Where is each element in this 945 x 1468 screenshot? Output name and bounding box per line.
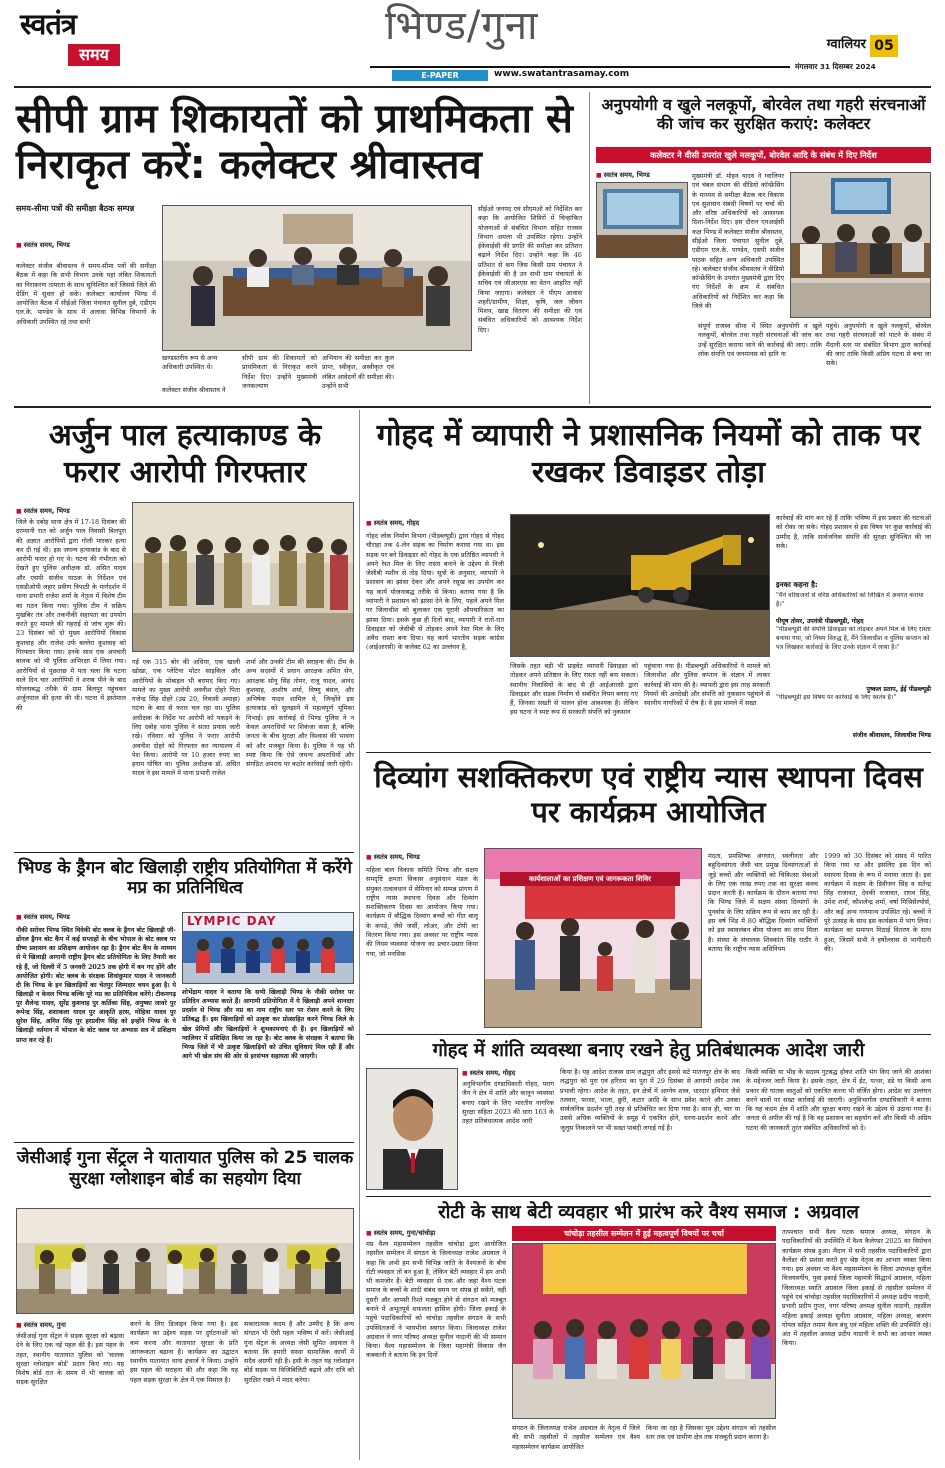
meeting-photo-graphic bbox=[163, 206, 472, 351]
vertical-rule-top bbox=[589, 92, 590, 404]
epaper-tag bbox=[392, 70, 488, 81]
story1-col2: खण्डस्तरीय रूप से अन्य अधिकारी उपस्थित थे। bbox=[162, 354, 218, 371]
story9-col1: मप्र वैश्य महासम्मेलन तहसील चांचोड़ा द्वारा आयोजित तहसील सम्मेलन में संगठन के जिलाध्यक्ष राजेश अग्रवाल ने कहा कि अभी हम सभी विभिन्न जाति के वैश्यजनों के बीच रोटी व्यवहार तो बन हुआ है, लेकिन बेटी व्यवहार में हम अभी भी कमजोर हैं। बेटी व्यवहार से एक और जहां वैश्य घटक समाज के बच्चों के शादी संबंध समय पर संपन्न हो सकेंगे, वहीं दूसरी और आपसी रिश्ते मजबूत होने से संगठन को मजबूत बनाने में अभूतपूर्व सफलता हासिल होगी। जिला इकाई के पहुंचे पदाधिकारियों को चांचोड़ा तहसील संगठन के सभी उपस्थितजनों ने भावभीना स्वागत किया। जिलाध्यक्ष राजेश अग्रवाल ने नगर परिषद अध्यक्ष सुनील नादानी की भी सम्मान किया। वैश्य महासम्मेलन के जिला महामंत्री विकास जैन कक्कानी ने बताया कि इन दिनों bbox=[366, 1240, 506, 1360]
story3-col3: शर्मा और उनकी टीम की सराहना की। टीम के अन्य सदस्यों में प्रधान आरक्षक अमित सेन, आरक्षक सोनू सिंह तोमर, राजू यादव, आनंद कुशवाह, आशीष शर्मा, विष्णु बंसल, और अभिषेक यादव शामिल थे, जिन्होंने इस हत्याकांड को सुलझाने में महत्वपूर्ण भूमिका निभाई। इस कार्रवाई से भिण्ड पुलिस ने न केवल अपराधियों पर शिकंजा कसा है, बल्कि जनता के बीच सुरक्षा और विश्वास की भावना को और मजबूत किया है। पुलिस ने यह भी स्पष्ट किया कि ऐसे जघन्य अपराधियों और संगठित अपराध पर कठोर कार्रवाई जारी रहेगी। bbox=[246, 658, 354, 769]
story1-photo-meeting bbox=[162, 205, 472, 351]
story1-col4: अभियान की समीक्षा कर कुल प्राप्त, स्वीकृत, अस्वीकृत एवं लंबित आवेदनों की समीक्षा की। उन्होंने सभी bbox=[322, 354, 394, 390]
story1-col1: कलेक्टर संजीव श्रीवास्तव ने समय-सीमा पत्रों की समीक्षा बैठक में कहा कि सभी विभाग उनके यहां लंबित शिकायतों का निराकरण तत्परता के साथ सुनिश्चित करें जिससे जिले की ग्रेडिंग में सुधार हो सके। कलेक्टर कार्यालय भिण्ड में आयोजित बैठक में सीईओ जिला पंचायत सुनील दुबे, एडीएम एल.के. पाण्डेय के साथ में अलावा विभिन्न विभागों के अधिकारी उपस्थित रहे तथा सभी bbox=[16, 262, 156, 326]
logo-bottom-box bbox=[68, 44, 120, 66]
section-rule-1 bbox=[14, 406, 931, 408]
section-rule-4 bbox=[366, 1196, 931, 1197]
story8-col1: अनुविभागीय दण्डाधिकारी गोहद, पराग जैन ने क्षेत्र में शांति और कानून व्यवस्था बनाए रखने के लिए भारतीय नागरिक सुरक्षा संहिता 2023 की धारा 163 के तहत प्रतिबंधात्मक आदेश जारी bbox=[462, 1080, 554, 1126]
story8-photo-portrait bbox=[366, 1068, 458, 1190]
sammelan-photo-graphic bbox=[513, 1244, 776, 1419]
story5-headline: दिव्यांग सशक्तिकरण एवं राष्ट्रीय न्यास स्थापना दिवस पर कार्यक्रम आयोजित bbox=[374, 760, 923, 830]
story7-headline: जेसीआई गुना सेंट्रल ने यातायात पुलिस को 25 चालक सुरक्षा ग्लोशाइन बोर्ड का सहयोग दिया bbox=[16, 1148, 354, 1189]
story4-col3: पहुंचाया गया है। पीडब्ल्यूडी अधिकारियों ने मामले को जिलाधीश और पुलिस कप्तान के संज्ञान में लाकर कार्रवाई की मांग की है। व्यापारी द्वारा इस तरह सरकारी नियमों की अनदेखी और संपत्ति को नुकसान पहुंचाने से स्थानीय नागरिकों में रोष है। वे इस मामले में सख्त bbox=[644, 662, 770, 708]
edition-title: भिण्ड/गुना bbox=[385, 3, 539, 49]
story2-col1: मुख्यमंत्री डॉ. मोहन यादव ने ग्वालियर एवं चंबल संभाग की वीडियो कॉन्फ्रेंसिंग के माध्यम से समीक्षा बैठक कर विकास एवं सुशासन संबंधी विषयों पर चर्चा की और वरिष्ठ अधिकारियों को आवश्यक दिशा-निर्देश दिए। इस दौरान एनआईसी कक्ष भिण्ड में कलेक्टर संजीव श्रीवास्तव, सीईओ जिला पंचायत सुनील दुबे, एडीएम एल.के. पाण्डेय, एसपी संजीव पाठक सहित अन्य अधिकारी उपस्थित रहे। कलेक्टर संजीव श्रीवास्तव ने वीडियो कॉन्फ्रेंसिंग के उपरांत मुख्यमंत्री द्वारा दिए गए निर्देशों के क्रम में संबंधित अधिकारियों को निर्देशित कर कहा कि जिले की bbox=[692, 172, 784, 310]
story7-dateline: ■ स्वतंत्र समय, गुना bbox=[16, 1320, 66, 1329]
section-rule-3 bbox=[366, 1034, 931, 1035]
story1-headline: सीपी ग्राम शिकायतों को प्राथमिकता से निराकृत करें: कलेक्टर श्रीवास्तव bbox=[16, 96, 573, 188]
story4-dateline: ■ स्वतंत्र समय, गोहद bbox=[366, 518, 419, 527]
story4-photo-divider bbox=[510, 514, 770, 657]
story2-photo-vc-small bbox=[596, 182, 688, 258]
story5-col3: 1999 को 30 दिसंबर को संसद में पारित किया गया था और इसलिए इस दिन को स्थापना दिवस के रूप में मनाया जाता है। इस कार्यक्रम में सक्षम के डिवीजन सिंह व सतेन्द्र सिंह राजावत, देवकी राजावत, राघव सिंह, उमेश शर्मा, कौशलेन्द्र शर्मा, वर्षा मिश्रिसेल्पोर्स, और कई अन्य गणमान्य उपस्थित रहे। बच्चों ने पूरे उत्साह के साथ इस कार्यक्रम में भाग लिया। कार्यक्रम का समापन मिठाई वितरण के साथ हुआ, जिसमें सभी ने हर्षोल्लास से भागीदारी की। bbox=[824, 852, 931, 953]
masthead-rule bbox=[14, 86, 931, 88]
story8-col3: किसी व्यक्ति या भीड़ के सदस्य गुटबद्ध होकर शांति भंग किए जाने की आशंका के मद्देनजर जारी किया है। इसके तहत, क्षेत्र में ईंट, पत्थर, डंडे या किसी अन्य प्रकार की घातक वस्तुओं को एकत्रित करना भी वर्जित होगा। आदेश का उल्लंघन करने वालों पर सख्त कार्रवाई की जाएगी। अनुविभागीय दण्डाधिकारी ने बताया कि यह कदम क्षेत्र में शांति और सुरक्षा बनाए रखने के उद्देश्य से उठाया गया है। जनता से अपील की गई है कि वह प्रशासन का सहयोग करें और किसी भी अप्रिय घटना की जानकारी तुरंत संबंधित अधिकारियों को दें। bbox=[746, 1068, 931, 1132]
story4-box-title: इनका कहना है: bbox=[776, 580, 818, 589]
divider-photo-graphic bbox=[511, 515, 770, 657]
story4-quote1: "मैंने वरिष्ठजनों से वरिष्ठ अधिकारियों को लिखित में अवगत कराया है।" bbox=[776, 592, 924, 608]
story2-col3: पहुंचे। अनुपयोगी व खुले नलकूपों, बोरवेल तथा गहरी संरचनाओं को पाटने के संबंध में मैदानी स्तर पर संबंधित विभाग द्वारा कार्रवाई की जाए ताकि किसी अप्रिय घटना से बचा जा सके। bbox=[826, 322, 931, 368]
vc-small-photo-graphic bbox=[597, 183, 688, 258]
story2-photo-vc bbox=[790, 172, 931, 318]
story3-col1: जिले के दबोह थाना क्षेत्र में 17-18 दिसंबर की दरम्यानी रात को अर्जुन पाल निवासी बिलपुरा की अज्ञात आरोपियों द्वारा गोली मारकर हत्या कर दी गई थी। इस जघन्य हत्याकांड के बाद से आरोपी फरार हो गए थे। घटना की गंभीरता को देखते हुए पुलिस अधीक्षक डॉ. असित यादव और एसपी संजीव पाठक के निर्देशन एवं एसडीओपी लहार प्रवीण त्रिपाठी के मार्गदर्शन में थाना प्रभारी राजेश शर्मा के नेतृत्व में विशेष टीम का गठन किया गया। पुलिस टीम ने सक्रिय मुखबिर तंत्र और तकनीकी सहायता का उपयोग करते हुए मामले की गहराई से जांच शुरू की। 23 दिसंबर को दो मुख्य आरोपियों विकास कुशवाह और राजेश उर्फ बल्लेरा कुशवाह को गिरफ्तार किया गया। इनके साथ एक अपचारी बालक को भी पुलिस अभिरक्षा में लिया गया। आरोपियों से पूछताछ में पता चला कि घटना वाले दिन चार आरोपियों ने शराब पीने के बाद योजनाबद्ध तरीके से ग्राम बिलपुर पहुंचकर अर्जुनपाल की हत्या की थी। घटना में इस्तेमाल की bbox=[16, 518, 126, 712]
story9-banner bbox=[512, 1226, 776, 1241]
city: ग्वालियर bbox=[826, 37, 866, 52]
story6-col2: शोभेंद्राम यादव ने बताया कि सभी खिलाड़ी भिण्ड के नौकी सरोवर पर प्रतिदिन अभ्यास करते हैं। आगामी प्रतियोगिता में ये खिलाड़ी अपने शानदार प्रदर्शन से भिण्ड और मप्र का नाम राष्ट्रीय स्तर पर रोशन करने के लिए प्रतिबद्ध हैं। इस खिलाड़ियों को उत्कृष्ट कर प्रोत्साहित करने भिण्ड जिले के खेल प्रेमियों और खिलाड़ियों ने शुभकामनाएं दी हैं। इन खिलाड़ियों को ग्वालियर में प्रशिक्षित किया जा रहा है। बोट क्लब के संरक्षक ने बताया कि भिण्ड जिले में भी उत्कृष्ट खिलाड़ियों को उचित सुविधाएं मिल रही हैं और आगे भी खेल संघ की ओर से हरसंभव सहायता की जाएगी। bbox=[182, 989, 354, 1060]
story2-strap-text: कलेक्टर ने वीसी उपरांत खुले नलकूपों, बोरवेल आदि के संबंध में दिए निर्देश bbox=[650, 150, 877, 160]
story4-quote3-by: संजीव श्रीवास्तव, जिलाधीश भिण्ड bbox=[852, 732, 931, 739]
story5-col2: मंदता, प्रमस्तिष्क अंगघात, स्वलीनता और बहुदिव्यांगता जैसी चार प्रमुख दिव्यांगताओं से जुड़े बच्चों और व्यक्तियों को चिकित्सा सेवाओं के लिए एक लाख रुपए तक का सुरक्षा कवच प्रदान करती है। कार्यक्रम के दौरान बताया गया कि भिण्ड जिले में सक्षम संस्था दिव्यांगों के पुनर्वास के लिए सक्रिय रूप से काम कर रही है। इस वर्ष भिंड में 80 बौद्धिक दिव्यांग व्यक्तियों को इस स्वावलंबन बीमा योजना का लाभ मिला है। संस्था के संचालक शिवकांत सिंह राठौर ने बताया कि राष्ट्रीय न्यास अधिनियम bbox=[708, 852, 818, 953]
story4-col1: गोहद लोक निर्माण विभाग (पीडब्ल्यूडी) द्वारा गोहद से गोहद चौराहा तक 4-लेन सड़क का निर्माण कराया गया था। इस सड़क पर बने डिवाइडर को गोहद के एक प्रतिष्ठित व्यापारी ने अपने रेस्त मिल के लिए रास्ता बनाने के उद्देश्य से निजी जेसीबी मशीन से तोड़ दिया। सूत्रों के अनुसार, व्यापारी ने प्रशासन का झांसा देकर और अपने रसूख का उपयोग कर यह कार्य योजनाबद्ध तरीके से किया। बताया गया है कि व्यापारी ने प्रशासन को झांसा देने के लिए, पहले अपने मिल पर जिलाधीश को बुलाकर एक पूरानी औपचारिकता का झांसा दिया। इसके कुछ ही दिनों बाद, व्यापारी ने रातों-रात डिवाइडर को जेसीबी से तोड़कर अपने रेस्त मिल के लिए अवैध रास्ता बना दिया। यह कार्य भारतीय सड़क कांग्रेस (आईआरसी) के कलेक्ट 62 का उल्लंघन है, bbox=[366, 532, 504, 652]
story4-quote1-by: पीयूष तोमर, उपयंत्री पीडब्ल्यूडी, गोहद bbox=[776, 618, 864, 625]
story9-col4: तत्पश्चात सभी वैश्य घटक समाज अध्यक्ष, संगठन के पदाधिकारियों की उपस्थिति में वैश्य कैलेण्डर 2025 का विमोचन कार्यक्रम संपन्न हुआ। मैदान में सभी तहसील पदाधिकारियों द्वारा कैलेंडर की प्रशंसा करते हुए श्रेष्ठ नेतृत्व का आभार व्यक्त किया गया। इस अवसर पर वैश्य महासम्मेलन के जिला उपाध्यक्ष सुनील विजयवर्गीय, युवा इकाई जिला महामंत्री सिद्धार्थ अग्रवाल, महिला जिलाध्यक्ष स्वाति अग्रवाल जिला इकाई से तहसील सम्मेलन में पहुंचे एवं चांचोड़ा तहसील पदाधिकारियों में अध्यक्ष प्रदीप नादानी, प्रभारी प्रदीप गुप्ता, नगर परिषद अध्यक्ष सुनील नादानी, तहसील महिला इकाई अध्यक्ष सुनीता अग्रवाल, महिला अध्यक्ष, बजरंग गोयल सहित तमाम वैश्य बंधु एवं महिला शक्ति की उपस्थिति रहे। अंत में तहसील अध्यक्ष प्रदीप नादानी ने सभी का आभार व्यक्त किया। bbox=[782, 1228, 931, 1348]
story6-col1: नौकी सरोवर भिण्ड स्थित विवेकी बोट क्लब के ड्रैगन बोट खिलाड़ी जी-डोंगल ड्रैगन बोट कैंप में कई सप्ताहों के बीच भोपाल के बोट क्लब पर ग्रीष्म प्रशासन का प्रशिक्षण आयोजन रहा है। ड्रैगन बोट कैंप के माध्यम से ये खिलाड़ी आगामी राष्ट्रीय ड्रैगन बोट प्रतियोगिता के लिए तैयारी कर रहे हैं, जो दिल्ली में 5 जनवरी 2025 तक होगी में बन गए होंगे और आयोजित होगी। बोट क्लब के संरक्षक शिवांकुमार यादव ने जानकारी दी कि भिण्ड के इन खिलाड़ियों का चेतपुर जिम्मदार चयन हुआ है। ये खिलाड़ी न केवल भिण्ड बल्कि पूरे मप्र का प्रतिनिधित्व करेंगे। टीकमगढ़ पुर शैलेन्द्र यादव, सुरेंद्र कुशवाह पुर कर्तिका सिंह, अनुष्का जावरे पुर रूपेन्द्र सिंह, शशाकला यादव पुर आकृति हरस, मोहित्रा यादव पुर सुरेश सिंह, अमित सिंह पुर हरप्रवीण सिंह को इन्होंने भिण्ड के ये खिलाड़ी वर्तमान में भोपाल के बोट क्लब पर अभ्यास सत्र में प्रशिक्षण प्राप्त कर रहे हैं। bbox=[16, 927, 176, 1044]
story9-col3: किया जा रहा है जिसका मूल उद्देश्य संगठन को तहसील स्तर तक एवं ग्रामीण क्षेत्र तक मजबूती प्रदान करना है। bbox=[646, 1424, 776, 1442]
police-photo-graphic bbox=[133, 503, 354, 652]
story2-headline: अनुपयोगी व खुले नलकूपों, बोरवेल तथा गहरी संरचनाओं की जांच कर सुरक्षित कराएं: कलेक्टर bbox=[601, 95, 926, 133]
story4-col2: जिसके तहत बड़ी भी प्राइवेट व्यापारी डिवाइडर को तोड़कर अपने प्रतिष्ठान के लिए रास्ता नहीं बना सकता। स्थानीय निवासियों के बाद से ही आईआरसी द्वारा डिवाइडर और सड़क निर्माण से संबंधित नियम बनाए गए हैं, जिनका सख्ती से पालन होना आवश्यक है। लेकिन इस घटना ने स्पष्ट रूप से सरकारी संपत्ति को नुकसान bbox=[510, 662, 638, 717]
story2-col2-block: संपूर्ण राजस्व सीमा में स्थित अनुपयोगी व खुले नलकूपों, बोरवेल तथा गहरी संरचनाओं की जांच कर उन्हें सुरक्षित कराया जाने की कार्रवाई की जाए। ताकि लोक संपत्ति एवं जनमानस को हानि ना bbox=[698, 322, 822, 358]
vc-photo-graphic bbox=[791, 173, 931, 318]
masthead bbox=[0, 0, 945, 86]
story8-headline: गोहद में शांति व्यवस्था बनाए रखने हेतु प्रतिबंधात्मक आदेश जारी bbox=[432, 1040, 865, 1061]
vertical-rule-mid bbox=[359, 410, 360, 1460]
story1-dateline: ■ स्वतंत्र समय, भिण्ड bbox=[16, 240, 70, 249]
story4-quote2-by: पुष्कल प्रताप, ईई पीडब्ल्यूडी bbox=[866, 686, 931, 693]
story5-photo-banner bbox=[500, 872, 680, 886]
story3-headline: अर्जुन पाल हत्याकाण्ड के फरार आरोपी गिरफ्तार bbox=[48, 418, 322, 490]
story1-kicker: समय-सीमा पत्रों की समीक्षा बैठक सम्पन्न bbox=[16, 204, 135, 213]
epaper-label: E-PAPER bbox=[421, 71, 459, 80]
story9-col2: संगठन के जिलाध्यक्ष राजेश अग्रवाल के नेतृत्व में जिले की सभी तहसीलों में तहसील सम्मेलन एवं वैश्य महासम्मेलन कार्यक्रम आयोजित bbox=[512, 1424, 640, 1451]
story6-photo-boat bbox=[182, 912, 354, 984]
story3-photo-police bbox=[132, 502, 354, 652]
story5-dateline: ■ स्वतंत्र समय, भिण्ड bbox=[366, 852, 420, 861]
website[interactable]: www.swatantrasamay.com bbox=[494, 69, 630, 79]
story1-photo-caption: कलेक्टर संजीव श्रीवास्तव ने bbox=[162, 386, 226, 394]
story7-photo-group bbox=[16, 1208, 354, 1314]
logo-bottom: समय bbox=[79, 45, 109, 64]
story1-col5: सीईओ जनपद एवं सीएमओ को निर्देशित कर कहा कि आयोजित शिविरों में चिन्हांकित योजनाओं से संबंधित विभाग सहित राजस्व विभाग अमला भी उपस्थित रहेगा। उन्होंने ईकेवाईसी की प्रगति की समीक्षा कर प्रतिशत बढ़ाने निर्देश दिए। उन्होंने कहा कि 46 प्रतिशत से कम जिस किसी ग्राम पंचायत ने ईकेवाईसी की है उन सभी ग्राम पंचायतों के सचिव एवं जीआरएस का वेतन आहरित नहीं किया जाएगा। कलेक्टर ने पीएम आवास शहरी/ग्रामीण, शिक्षा, कृषि, जल जीवन मिशन, खाद्य वितरण की समीक्षा की एवं संबंधित अधिकारियों को आवश्यक निर्देश दिए। bbox=[478, 205, 582, 334]
group-photo-graphic bbox=[17, 1209, 354, 1314]
story1-col3: सीपी ग्राम की शिकायतों को प्राथमिकता से निराकृत करने निर्देश दिए। उन्होंने मुख्यमंत्री जनकल्याण bbox=[242, 354, 317, 390]
epaper-bar bbox=[370, 66, 790, 81]
logo bbox=[20, 8, 120, 72]
story4-col4: कार्रवाई की मांग कर रहे हैं ताकि भविष्य में इस प्रकार की घटनाओं को रोका जा सके। गोहद प्रशासन से इस विषय पर कुछ कार्रवाई की उम्मीद है, ताकि सार्वजनिक संपत्ति की सुरक्षा सुनिश्चित की जा सके। bbox=[776, 514, 931, 550]
section-rule-left-2 bbox=[14, 1142, 354, 1143]
story9-photo-sammelan bbox=[512, 1243, 776, 1419]
story4-quote2: "पीडब्ल्यूडी की संपत्ति डिवाइडर को तोड़कर अपने मिल के लिए रास्ता बनाया गया, जो नियम विरुद्ध है, मैंने जिलाधीश व पुलिस कप्तान को पत्र लिखकर कार्रवाई के लिए उनके संज्ञान में लाया है।" bbox=[776, 626, 931, 651]
story5-col1: महिला बाल विकास समिति भिण्ड और सक्षम समदृष्टि क्षमता विकास अनुसंधान मंडल के संयुक्त तत्वावधान में सेमिनार को सम्पन्न प्रांगण में राष्ट्रीय न्यास स्थापना दिवस और दिव्यांग सशक्तिकरण दिवस का आयोजन किया गया। कार्यक्रम में बौद्धिक दिव्यांग बच्चों को गीत बालू के कपड़े, जैसे जर्सी, लोअर, और टोपी का वितरण किया गया। इस अवसर पर राष्ट्रीय न्यास की नियम व्यवस्था योजना का प्रचार-प्रसार किया गया, जो मनसिक bbox=[366, 866, 478, 958]
story6-dateline: ■ स्वतंत्र समय, भिण्ड bbox=[16, 912, 70, 921]
story4-headline: गोहद में व्यापारी ने प्रशासनिक नियमों को ताक पर रखकर डिवाइडर तोड़ा bbox=[376, 418, 921, 490]
story2-dateline: ■ स्वतंत्र समय, भिण्ड bbox=[596, 170, 650, 179]
story3-dateline: ■ स्वतंत्र समय, भिण्ड bbox=[16, 506, 70, 515]
story5-banner-text: कार्यशालाओं का प्रशिक्षण एवं जागरूकता शिविर bbox=[528, 875, 651, 883]
story9-banner-text: चांचोड़ा तहसील सम्मेलन में हुई महत्वपूर्ण विषयों पर चर्चा bbox=[564, 1229, 724, 1238]
section-rule-left-1 bbox=[14, 852, 354, 853]
page-number-box bbox=[870, 35, 898, 57]
portrait-photo-graphic bbox=[367, 1069, 458, 1190]
story8-dateline: ■ स्वतंत्र समय, गोहद bbox=[462, 1068, 515, 1077]
story6-headline: भिण्ड के ड्रैगन बोट खिलाड़ी राष्ट्रीय प्रतियोगिता में करेंगे मप्र का प्रतिनिधित्व bbox=[18, 858, 352, 899]
date: मंगलवार 31 दिसम्बर 2024 bbox=[795, 62, 876, 71]
page-number: 05 bbox=[874, 38, 894, 54]
story3-col2: गई एक 315 बोर की अधिया, एक खाली खोखा, एक प्लेटिना मोटर साइकिल और आरोपियों के मोबाइल भी बरामद किए गए। मामले का मुख्य आरोपी अवनीश दोहरे पिता गजेन्द्र सिंह दोहरे (उम्र 20, निवासी अमाहा) घटना के बाद से फरार चल रहा था। पुलिस अधीक्षक के निर्देश पर आरोपी को पकड़ने के लिए दबोह थाना पुलिस ने सतत प्रयास जारी रखे। रविवार को पुलिस ने फरार आरोपी अवनीश दोहरे को गिरफ्तार कर न्यायालय में पेश किया। आरोपी पर 10 हजार रुपए का इनाम घोषित था। पुलिस अधीक्षक डॉ. असित यादव ने इस मामले में थाना प्रभारी राजेश bbox=[132, 658, 240, 778]
story9-headline: रोटी के साथ बेटी व्यवहार भी प्रारंभ करे वैश्य समाज : अग्रवाल bbox=[438, 1202, 859, 1223]
story6-photo-banner: LYMPIC DAY bbox=[187, 914, 277, 928]
story7-col2: करने के लिए डिजाइन किया गया है। इस कार्यक्रम का उद्देश्य सड़क पर दुर्घटनाओं को कम करना और यातायात सुरक्षा के प्रति जागरूकता बढ़ाना है। कार्यक्रम का उद्घाटन स्थानीय यातायात थाना इंचार्ज ने किया। उन्होंने इस पहल की सराहना की और कहा कि यह पहल सड़क सुरक्षा के क्षेत्र में एक मिसाल है। bbox=[130, 1320, 238, 1384]
story2-strap bbox=[596, 147, 931, 163]
story4-quote3: "पीडब्ल्यूडी इस विषय पर कार्रवाई के लिए स्वतंत्र है।" bbox=[776, 694, 897, 701]
story8-col2: किया है। यह आदेश राजस्व ग्राम लद्धपुरा और इससे सटे मातनपुर क्षेत्र के बाद लद्धपुरा को पुरा एवं हरिराम का पुरा में 29 दिसंबर से आगामी आदेश तक प्रभावी रहेगा। आदेश के तहत, इन क्षेत्रों में आग्नेय शस्त्र, धारदार हथियार जैसे तलवार, फरसा, भाला, छुरी, कटार आदि के साथ प्रवेश करने और उनका सार्वजनिक प्रदर्शन पूरी तरह से प्रतिबंधित कर दिया गया है। साथ ही, चार या उससे अधिक व्यक्तियों के समूह में एकत्रित होने, धरना-प्रदर्शन करने और जुलूस निकालने पर भी सख्त पाबंदी लगाई गई है। bbox=[560, 1068, 740, 1132]
logo-top: स्वतंत्र bbox=[20, 7, 76, 41]
story7-col3: सकारात्मक कदम है और उम्मीद है कि अन्य संगठन भी ऐसी पहल भविष्य में करें। जेसीआई गुना सेंट्रल के अध्यक्ष जेसी सुमित अग्रवाल ने बताया कि हमारी संस्था सामाजिक कार्यों में सदैव अग्रणी रही है। इसी के तहत यह ग्लोशाइन बोर्ड सड़क पर विजिबिलिटी बढ़ाने और रात्रि को सुरक्षित रखने में मदद करेगा। bbox=[244, 1320, 354, 1384]
section-rule-2 bbox=[366, 752, 931, 753]
story7-col1: जेसीआई गुना सेंट्रल ने सड़क सुरक्षा को बढ़ावा देने के लिए एक नई पहल की है। इस पहल के तहत, स्थानीय यातायात पुलिस को 'चालक सुरक्षा ग्लोशाइन बोर्ड' प्रदान किए गए। यह विशेष बोर्ड रात के समय में भी चालक को सड़क सुरक्षित bbox=[16, 1332, 124, 1387]
story9-dateline: ■ स्वतंत्र समय, गुना/चांचोड़ा bbox=[366, 1228, 435, 1237]
